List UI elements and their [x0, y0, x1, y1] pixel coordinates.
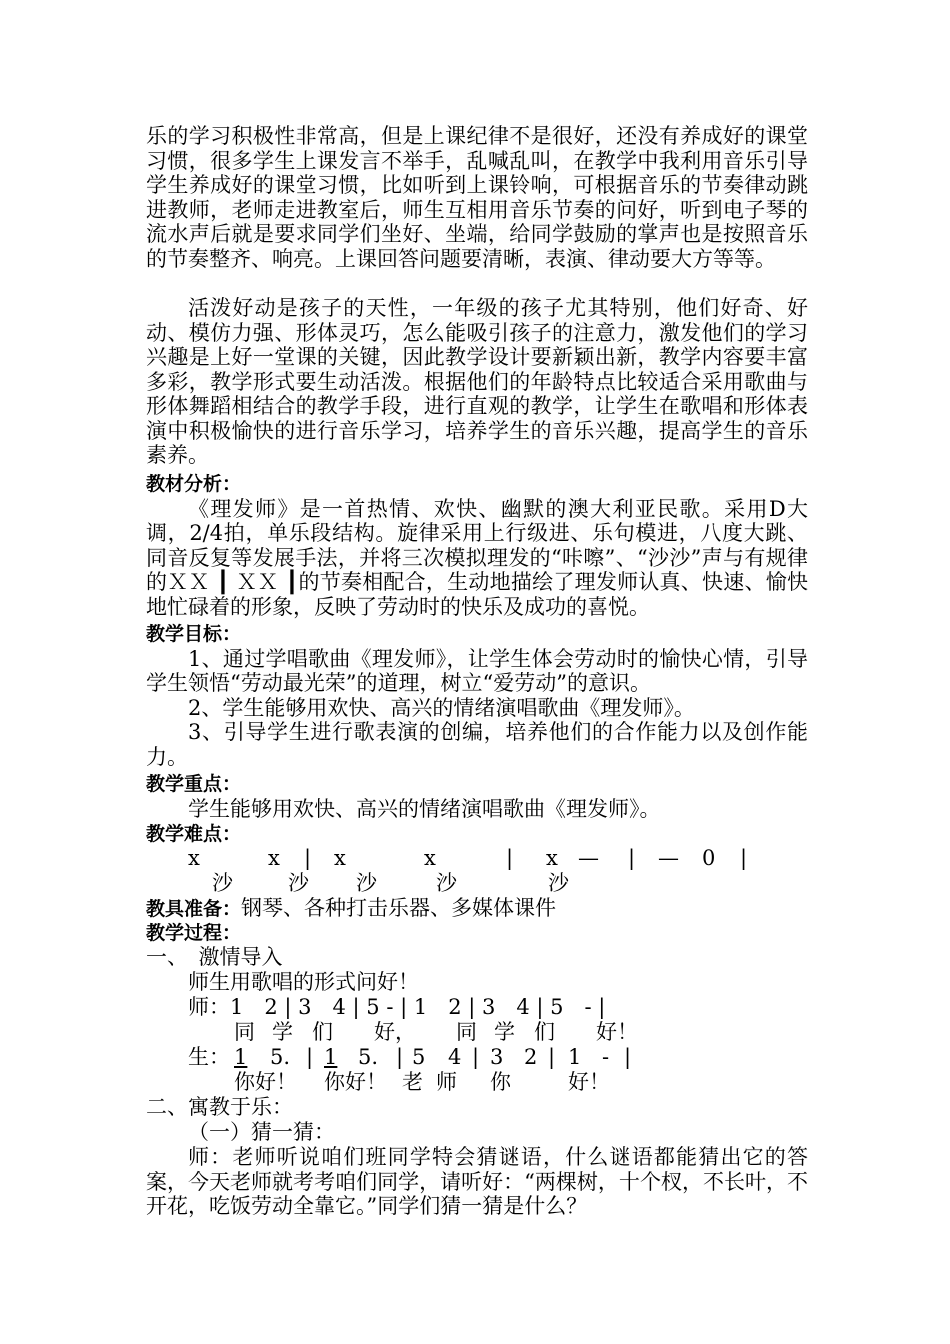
teacher-label: 师：	[188, 995, 230, 1019]
lyric: 你	[490, 1070, 511, 1094]
lively-block	[146, 296, 808, 468]
note: 1	[568, 1045, 582, 1069]
note: 5.	[358, 1045, 379, 1069]
lyric: 沙	[436, 871, 457, 895]
tools-line	[146, 896, 808, 922]
note: 5	[412, 1045, 426, 1069]
bar-line: |	[624, 1045, 632, 1069]
key-point-text: 学生能够用欢快、高兴的情绪演唱歌曲《理发师》。	[188, 796, 661, 821]
note: 1	[324, 1045, 338, 1069]
analysis-text: 《理发师》是一首热情、欢快、幽默的澳大利亚民歌。采用D大调，2/4拍，单乐段结构。旋律采用上行级进、乐句模进，八度大跳、同音反复等发展手法，并将三次模拟理发的“咔嚓”、“沙沙”声与有规律的ＸＸ ┃ ＸＸ ┃的节奏相配合，生动地描绘了理发师认真、快速、愉快地忙碌着的形象，反映了劳动时的快乐及成功的喜悦。	[146, 496, 808, 619]
goal-item-2: 2、学生能够用欢快、高兴的情绪演唱歌曲《理发师》。	[188, 695, 695, 720]
lyric: 师	[436, 1070, 457, 1094]
subsection-guess: （一）猜一猜：	[188, 1120, 335, 1144]
rhythm-dash: —	[658, 846, 679, 870]
analysis-section	[146, 472, 808, 619]
rhythm-note: x	[546, 846, 558, 870]
lyric: 好！	[596, 1020, 638, 1044]
bar-line: |	[506, 846, 514, 870]
rhythm-dash: —	[578, 846, 599, 870]
lyric: 好！	[568, 1070, 610, 1094]
note: 5.	[270, 1045, 291, 1069]
student-label: 生：	[188, 1045, 230, 1069]
lyric: 沙	[212, 871, 233, 895]
teacher-notes: 1 2 | 3 4 | 5 - | 1 2 | 3 4 | 5 - |	[230, 995, 606, 1019]
intro-paragraph: 乐的学习积极性非常高，但是上课纪律不是很好，还没有养成好的课堂习惯，很多学生上课发言不举手，乱喊乱叫，在教学中我利用音乐引导学生养成好的课堂习惯，比如听到上课铃响，可根据音乐的节奏律动跳进教师，老师走进教室后，师生互相用音乐节奏的问好，听到电子琴的流水声后就是要求同学们坐好、坐端，给同学鼓励的掌声也是按照音乐的节奏整齐、响亮。上课回答问题要清晰，表演、律动要大方等等。	[146, 124, 808, 271]
analysis-heading: 教材分析：	[146, 473, 242, 495]
rhythm-note: x	[268, 846, 280, 870]
bar-line: |	[304, 846, 312, 870]
lyric: 学	[494, 1020, 515, 1044]
teacher-notes-line	[188, 995, 605, 1020]
bar-line: |	[548, 1045, 556, 1069]
note: 1	[234, 1045, 248, 1069]
section-one-title: 一、 激情导入	[146, 945, 283, 969]
section-two-title: 二、寓教于乐：	[146, 1095, 293, 1119]
goal-item-3: 3、引导学生进行歌表演的创编，培养他们的合作能力以及创作能力。	[146, 720, 808, 769]
lyric: 老	[402, 1070, 423, 1094]
bar-line: |	[628, 846, 636, 870]
process-section	[146, 921, 808, 1221]
goals-heading: 教学目标：	[146, 623, 242, 645]
tools-heading: 教具准备：	[146, 898, 242, 920]
lyric: 们	[534, 1020, 555, 1044]
intro-block	[146, 124, 808, 271]
lyric: 沙	[288, 871, 309, 895]
lyric: 沙	[356, 871, 377, 895]
bar-line: |	[306, 1045, 314, 1069]
lyric: 学	[272, 1020, 293, 1044]
note: 4	[448, 1045, 462, 1069]
lyric: 同	[234, 1020, 255, 1044]
note: -	[602, 1045, 610, 1069]
lyric: 你好！	[324, 1070, 387, 1094]
rhythm-note: x	[334, 846, 346, 870]
bar-line: |	[396, 1045, 404, 1069]
rhythm-note: x	[424, 846, 436, 870]
goals-section	[146, 622, 808, 769]
tools-text: 钢琴、各种打击乐器、多媒体课件	[241, 896, 557, 920]
difficulty-section	[146, 822, 808, 896]
tools-section	[146, 896, 808, 922]
rhythm-note: x	[188, 846, 200, 870]
process-heading: 教学过程：	[146, 922, 242, 944]
lyric: 沙	[548, 871, 569, 895]
lively-paragraph: 活泼好动是孩子的天性，一年级的孩子尤其特别，他们好奇、好动、模仿力强、形体灵巧，怎么能吸引孩子的注意力，激发他们的学习兴趣是上好一堂课的关键，因此教学设计要新颖出新，教学内容要丰富多彩，教学形式要生动活泼。根据他们的年龄特点比较适合采用歌曲与形体舞蹈相结合的教学手段，进行直观的教学，让学生在歌唱和形体表演中积极愉快的进行音乐学习，培养学生的音乐兴趣，提高学生的音乐素养。	[146, 296, 808, 467]
goal-item-1: 1、通过学唱歌曲《理发师》，让学生体会劳动时的愉快心情，引导学生领悟“劳动最光荣”的道理，树立“爱劳动”的意识。	[146, 646, 808, 695]
lyric: 好，	[374, 1020, 416, 1044]
rhythm-rest: 0	[702, 846, 716, 870]
note: 3	[490, 1045, 504, 1069]
lyric: 你好！	[234, 1070, 297, 1094]
lyric: 同	[456, 1020, 477, 1044]
key-point-heading: 教学重点：	[146, 773, 242, 795]
key-point-section	[146, 772, 808, 821]
riddle-paragraph: 师：老师听说咱们班同学特会猜谜语，什么谜语都能猜出它的答案，今天老师就考考咱们同学，请听好：“两棵树，十个杈，不长叶，不开花，吃饭劳动全靠它。”同学们猜一猜是什么？	[146, 1145, 808, 1218]
note: 2	[524, 1045, 538, 1069]
greeting-intro: 师生用歌唱的形式问好！	[188, 970, 419, 994]
bar-line: |	[472, 1045, 480, 1069]
difficulty-heading: 教学难点：	[146, 823, 242, 845]
lyric: 们	[312, 1020, 333, 1044]
bar-line: |	[740, 846, 748, 870]
